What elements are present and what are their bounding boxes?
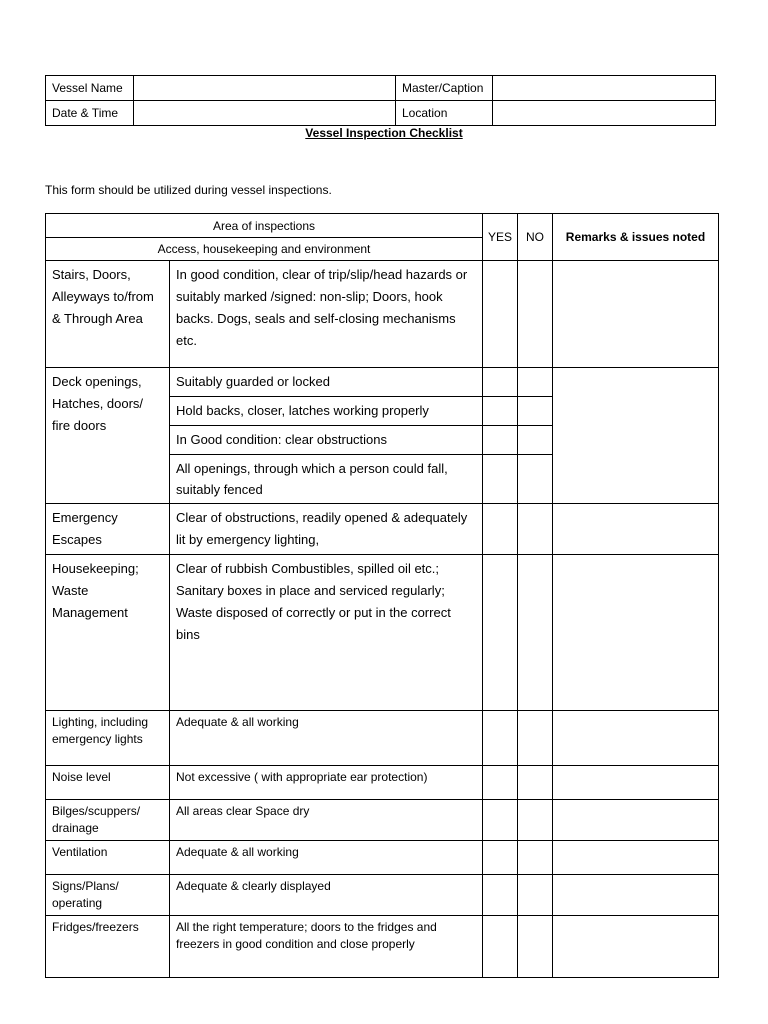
remarks-cell[interactable] [553,261,719,368]
yes-cell[interactable] [483,261,518,368]
table-row [46,766,719,800]
area-cell: Ventilation [46,841,170,875]
no-cell[interactable] [518,455,553,504]
yes-cell[interactable] [483,916,518,978]
no-cell[interactable] [518,916,553,978]
section-subheader: Access, housekeeping and environment [46,238,483,261]
item-cell: Suitably guarded or locked [170,368,483,397]
area-header: Area of inspections [46,214,483,238]
item-cell: Not excessive ( with appropriate ear protection) [170,766,483,800]
table-row [46,800,719,841]
item-cell: Hold backs, closer, latches working properly [170,397,483,426]
remarks-cell[interactable] [553,916,719,978]
date-time-field[interactable] [134,101,396,126]
master-field[interactable] [493,76,716,101]
remarks-cell[interactable] [553,875,719,916]
remarks-cell[interactable] [553,800,719,841]
location-label: Location [396,101,493,126]
yes-cell[interactable] [483,841,518,875]
area-cell: Fridges/freezers [46,916,170,978]
inspection-checklist-table [45,213,719,978]
item-cell: Adequate & all working [170,711,483,766]
no-cell[interactable] [518,426,553,455]
table-row [46,916,719,978]
area-cell: Signs/Plans/ operating [46,875,170,916]
no-cell[interactable] [518,841,553,875]
table-row [46,711,719,766]
item-cell: All areas clear Space dry [170,800,483,841]
table-row [46,555,719,711]
area-cell: Emergency Escapes [46,504,170,555]
table-row [46,368,719,397]
item-cell: In good condition, clear of trip/slip/head hazards or suitably marked /signed: non-slip; Doors, hook backs. Dogs, seals and self-closing mechanisms etc. [170,261,483,368]
item-cell: Clear of rubbish Combustibles, spilled oil etc.; Sanitary boxes in place and serviced regularly; Waste disposed of correctly or put in the correct bins [170,555,483,711]
item-cell: Adequate & all working [170,841,483,875]
item-cell: All the right temperature; doors to the fridges and freezers in good condition and close properly [170,916,483,978]
no-header: NO [518,214,553,261]
date-time-label: Date & Time [46,101,134,126]
remarks-header: Remarks & issues noted [553,214,719,261]
area-cell: Housekeeping; Waste Management [46,555,170,711]
no-cell[interactable] [518,875,553,916]
yes-cell[interactable] [483,368,518,397]
remarks-cell[interactable] [553,841,719,875]
remarks-cell[interactable] [553,555,719,711]
area-cell: Noise level [46,766,170,800]
yes-cell[interactable] [483,397,518,426]
intro-text: This form should be utilized during vessel inspections. [45,183,332,197]
item-cell: Clear of obstructions, readily opened & adequately lit by emergency lighting, [170,504,483,555]
remarks-cell[interactable] [553,504,719,555]
area-cell: Bilges/scuppers/ drainage [46,800,170,841]
no-cell[interactable] [518,555,553,711]
table-row [46,261,719,368]
remarks-cell[interactable] [553,368,719,504]
yes-header: YES [483,214,518,261]
area-cell: Deck openings, Hatches, doors/ fire doors [46,368,170,504]
yes-cell[interactable] [483,555,518,711]
master-label: Master/Caption [396,76,493,101]
yes-cell[interactable] [483,504,518,555]
no-cell[interactable] [518,711,553,766]
no-cell[interactable] [518,368,553,397]
no-cell[interactable] [518,397,553,426]
table-row [46,875,719,916]
yes-cell[interactable] [483,875,518,916]
no-cell[interactable] [518,766,553,800]
yes-cell[interactable] [483,711,518,766]
no-cell[interactable] [518,261,553,368]
remarks-cell[interactable] [553,711,719,766]
page-title: Vessel Inspection Checklist [305,126,463,140]
yes-cell[interactable] [483,800,518,841]
remarks-cell[interactable] [553,766,719,800]
no-cell[interactable] [518,504,553,555]
yes-cell[interactable] [483,766,518,800]
area-cell: Lighting, including emergency lights [46,711,170,766]
yes-cell[interactable] [483,426,518,455]
vessel-header-table [45,75,716,126]
area-cell: Stairs, Doors, Alleyways to/from & Through Area [46,261,170,368]
table-row [46,504,719,555]
item-cell: All openings, through which a person could fall, suitably fenced [170,455,483,504]
vessel-name-label: Vessel Name [46,76,134,101]
yes-cell[interactable] [483,455,518,504]
vessel-name-field[interactable] [134,76,396,101]
location-field[interactable] [493,101,716,126]
table-row [46,841,719,875]
item-cell: Adequate & clearly displayed [170,875,483,916]
no-cell[interactable] [518,800,553,841]
item-cell: In Good condition: clear obstructions [170,426,483,455]
